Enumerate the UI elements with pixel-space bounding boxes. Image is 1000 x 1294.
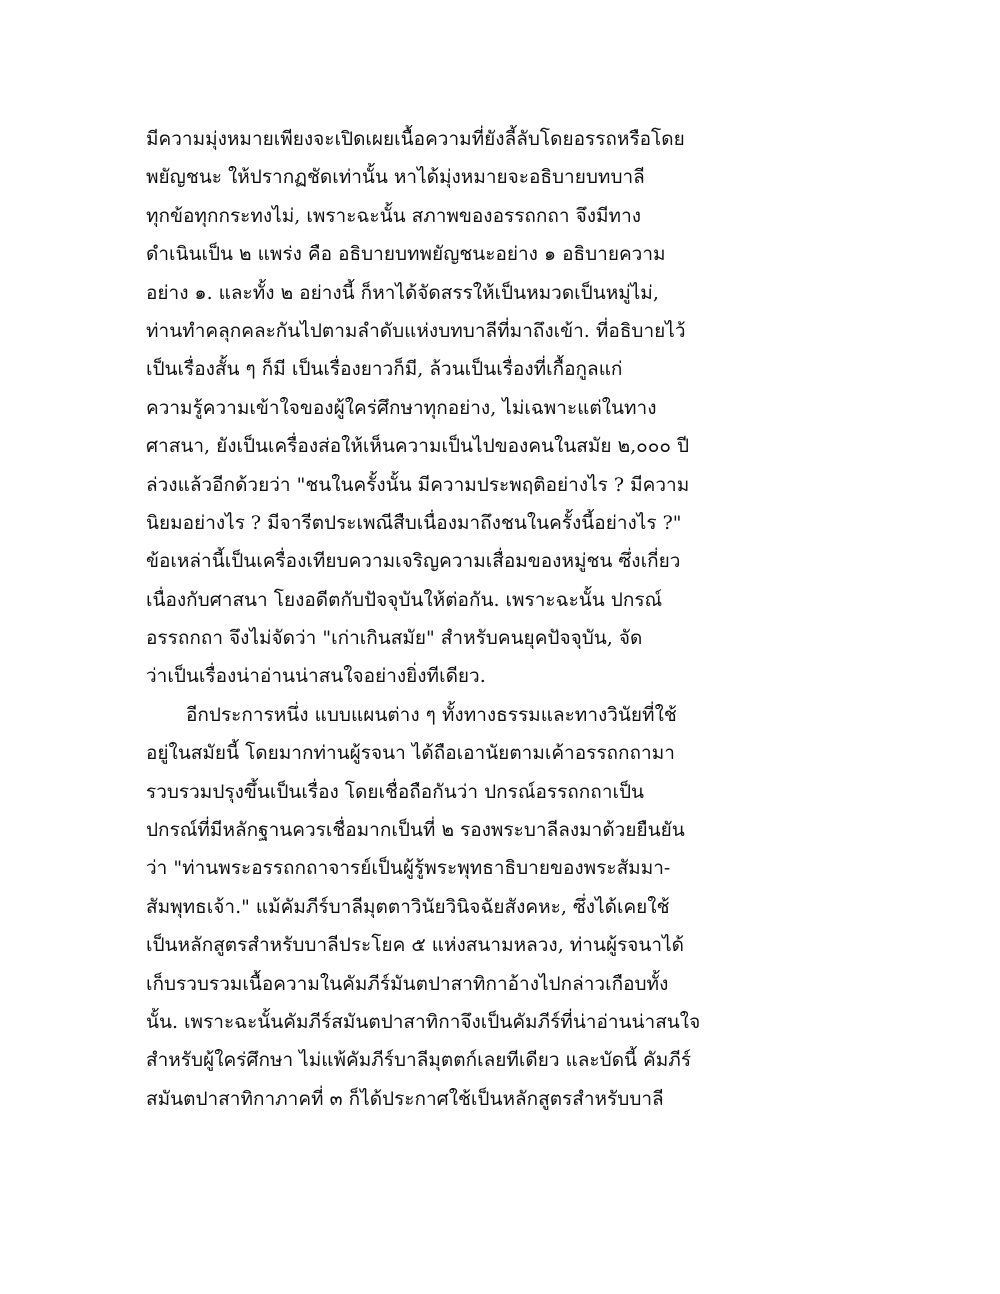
- body-text: [146, 120, 706, 1118]
- text-line: พยัญชนะ ให้ปรากฏชัดเท่านั้น หาได้มุ่งหมายจะอธิบายบทบาลี: [146, 166, 645, 189]
- text-line: เป็นหลักสูตรสำหรับบาลีประโยค ๕ แห่งสนามหลวง, ท่านผู้รจนาได้: [146, 934, 684, 957]
- text-line: ว่า "ท่านพระอรรถกถาจารย์เป็นผู้รู้พระพุทธาธิบายของพระสัมมา-: [146, 857, 671, 880]
- text-line: เป็นเรื่องสั้น ๆ ก็มี เป็นเรื่องยาวก็มี, ล้วนเป็นเรื่องที่เกื้อกูลแก่: [146, 358, 623, 381]
- text-line: อย่าง ๑. และทั้ง ๒ อย่างนี้ ก็หาได้จัดสรรให้เป็นหมวดเป็นหมู่ไม่,: [146, 281, 659, 304]
- text-line: นั้น. เพราะฉะนั้นคัมภีร์สมันตปาสาทิกาจึงเป็นคัมภีร์ที่น่าอ่านน่าสนใจ: [146, 1010, 701, 1033]
- text-line: อรรถกถา จึงไม่จัดว่า "เก่าเกินสมัย" สำหรับคนยุคปัจจุบัน, จัด: [146, 627, 643, 650]
- text-line: ท่านทำคลุกคละกันไปตามลำดับแห่งบทบาลีที่มาถึงเข้า. ที่อธิบายไว้: [146, 319, 686, 342]
- text-line: รวบรวมปรุงขึ้นเป็นเรื่อง โดยเชื่อถือกันว่า ปกรณ์อรรถกถาเป็น: [146, 780, 645, 803]
- text-line: ทุกข้อทุกกระทงไม่, เพราะฉะนั้น สภาพของอรรถกถา จึงมีทาง: [146, 204, 642, 227]
- text-line: สมันตปาสาทิกาภาคที่ ๓ ก็ได้ประกาศใช้เป็นหลักสูตรสำหรับบาลี: [146, 1087, 664, 1110]
- text-line: มีความมุ่งหมายเพียงจะเปิดเผยเนื้อความที่ยังลี้ลับโดยอรรถหรือโดย: [146, 128, 685, 150]
- text-line: สัมพุทธเจ้า." แม้คัมภีร์บาลีมุตตาวินัยวินิจฉัยสังคหะ, ซึ่งได้เคยใช้: [146, 895, 670, 918]
- text-line: ปกรณ์ที่มีหลักฐานควรเชื่อมากเป็นที่ ๒ รองพระบาลีลงมาด้วยยืนยัน: [146, 819, 685, 842]
- text-line: นิยมอย่างไร ? มีจารีตประเพณีสืบเนื่องมาถึงชนในครั้งนี้อย่างไร ?": [146, 511, 682, 534]
- text-line: เก็บรวบรวมเนื้อความในคัมภีร์มันตปาสาทิกาอ้างไปกล่าวเกือบทั้ง: [146, 972, 669, 995]
- text-line: เนื่องกับศาสนา โยงอดีตกับปัจจุบันให้ต่อกัน. เพราะฉะนั้น ปกรณ์: [146, 588, 663, 611]
- paragraph-start-line: อีกประการหนึ่ง แบบแผนต่าง ๆ ทั้งทางธรรมและทางวินัยที่ใช้: [186, 703, 677, 726]
- text-line: ล่วงแล้วอีกด้วยว่า "ชนในครั้งนั้น มีความประพฤติอย่างไร ? มีความ: [146, 473, 690, 496]
- text-line: ข้อเหล่านี้เป็นเครื่องเทียบความเจริญความเสื่อมของหมู่ชน ซึ่งเกี่ยว: [146, 550, 681, 573]
- text-line: สำหรับผู้ใคร่ศึกษา ไม่แพ้คัมภีร์บาลีมุตตก์เลยทีเดียว และบัดนี้ คัมภีร์: [146, 1049, 692, 1072]
- text-line: อยู่ในสมัยนี้ โดยมากท่านผู้รจนา ได้ถือเอานัยตามเค้าอรรถกถามา: [146, 742, 675, 765]
- text-line: ดำเนินเป็น ๒ แพร่ง คือ อธิบายบทพยัญชนะอย่าง ๑ อธิบายความ: [146, 243, 666, 266]
- text-line: ว่าเป็นเรื่องน่าอ่านน่าสนใจอย่างยิ่งทีเดียว.: [146, 665, 486, 688]
- text-line: ศาสนา, ยังเป็นเครื่องส่อให้เห็นความเป็นไปของคนในสมัย ๒,๐๐๐ ปี: [146, 435, 690, 458]
- text-line: ความรู้ความเข้าใจของผู้ใคร่ศึกษาทุกอย่าง, ไม่เฉพาะแต่ในทาง: [146, 396, 657, 419]
